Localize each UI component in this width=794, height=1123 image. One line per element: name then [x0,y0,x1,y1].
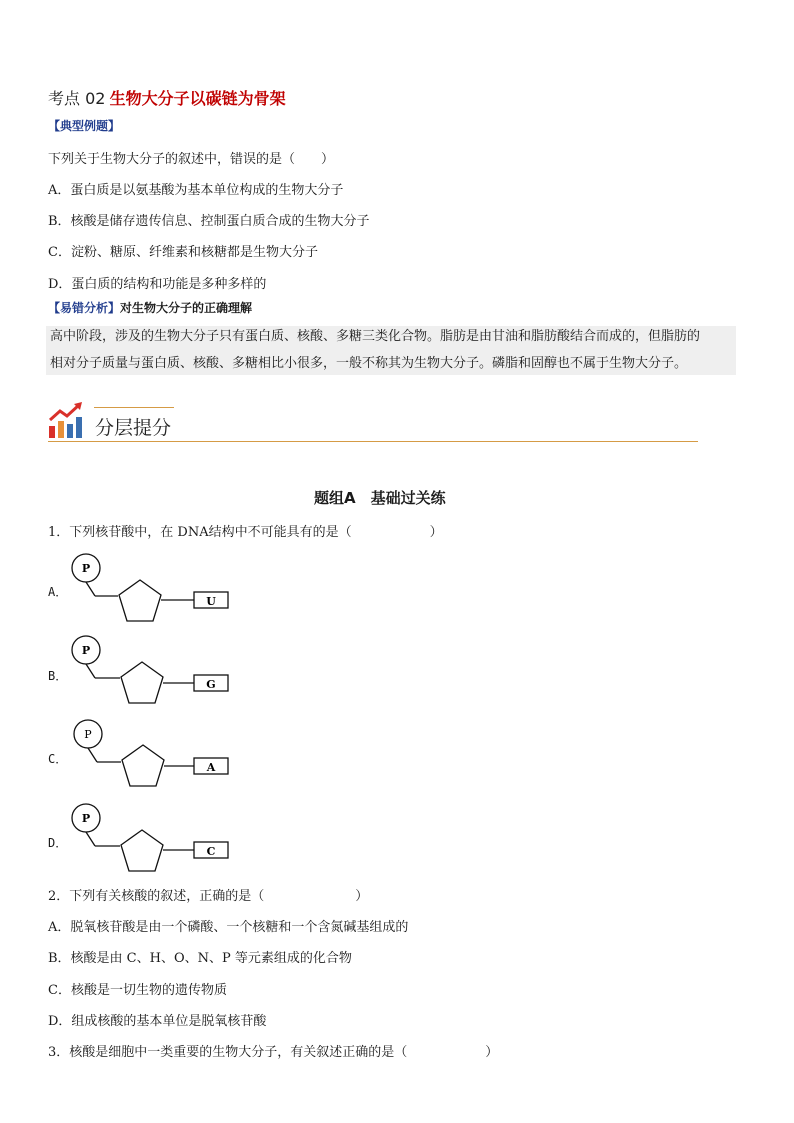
kaodian-number: 考点 02 [48,89,106,108]
example-option-c: C．淀粉、糖原、纤维素和核糖都是生物大分子 [48,245,318,260]
kaodian-title: 生物大分子以碳链为骨架 [109,89,286,108]
analysis-heading [48,300,252,317]
q1-stem: 1．下列核苷酸中，在 DNA结构中不可能具有的是（ ） [48,525,443,540]
q2-option-d: D．组成核酸的基本单位是脱氧核苷酸 [48,1014,267,1029]
kaodian-heading [48,86,286,109]
analysis-line-1: 高中阶段，涉及的生物大分子只有蛋白质、核酸、多糖三类化合物。脂肪是由甘油和脂肪酸结合而成的，但脂肪的 [50,329,701,344]
q1-option-d-label: D． [48,836,68,850]
icon-trend-line [50,405,79,420]
q3-stem: 3．核酸是细胞中一类重要的生物大分子，有关叙述正确的是（ ） [48,1045,499,1060]
analysis-line-2: 相对分子质量与蛋白质、核酸、多糖相比小很多，一般不称其为生物大分子。磷脂和固醇也不属于生物大分子。 [50,356,688,371]
q1-option-c-nucleotide [60,718,240,794]
base-label: G [206,678,216,691]
q2-option-a: A．脱氧核苷酸是由一个磷酸、一个核糖和一个含氮碱基组成的 [48,920,409,935]
q1-option-d-nucleotide [60,802,240,878]
example-option-b: B．核酸是储存遗传信息、控制蛋白质合成的生物大分子 [48,214,370,229]
phosphate-label: P [81,644,91,657]
q1-option-b-nucleotide [60,634,240,710]
phosphate-label: P [81,562,91,575]
section-bottom-rule [48,441,698,442]
example-option-d: D．蛋白质的结构和功能是多种多样的 [48,277,267,292]
example-question: 下列关于生物大分子的叙述中，错误的是（ ） [48,152,335,167]
sugar-pentagon [121,662,163,703]
section-top-rule [94,407,174,408]
sugar-pentagon [121,830,163,871]
icon-bar-blue-1 [67,424,73,438]
q1-option-c-label: C． [48,752,68,766]
chart-growth-icon [48,402,84,440]
analysis-title: 对生物大分子的正确理解 [120,301,253,315]
base-label: U [206,595,216,608]
phosphate-label: P [84,728,92,741]
sugar-pentagon [122,745,164,786]
q2-stem: 2．下列有关核酸的叙述，正确的是（ ） [48,889,369,904]
analysis-label: 【易错分析】 [48,301,121,315]
example-option-a: A．蛋白质是以氨基酸为基本单位构成的生物大分子 [48,183,344,198]
q2-option-b: B．核酸是由 C、H、O、N、P 等元素组成的化合物 [48,951,352,966]
icon-bar-blue-2 [76,417,82,438]
icon-bar-orange [58,421,64,438]
q1-option-a-label: A． [48,585,68,599]
base-label: A [206,761,216,774]
example-label: 【典型例题】 [48,119,121,133]
base-label: C [206,845,216,858]
q1-option-a-nucleotide [60,552,240,628]
sugar-pentagon [119,580,161,621]
q1-option-b-label: B． [48,669,68,683]
icon-bar-red [49,426,55,438]
q2-option-c: C．核酸是一切生物的遗传物质 [48,983,227,998]
section-title: 分层提分 [95,417,172,439]
phosphate-label: P [81,812,91,825]
group-title: 题组A 基础过关练 [314,489,446,507]
analysis-body [46,326,736,375]
